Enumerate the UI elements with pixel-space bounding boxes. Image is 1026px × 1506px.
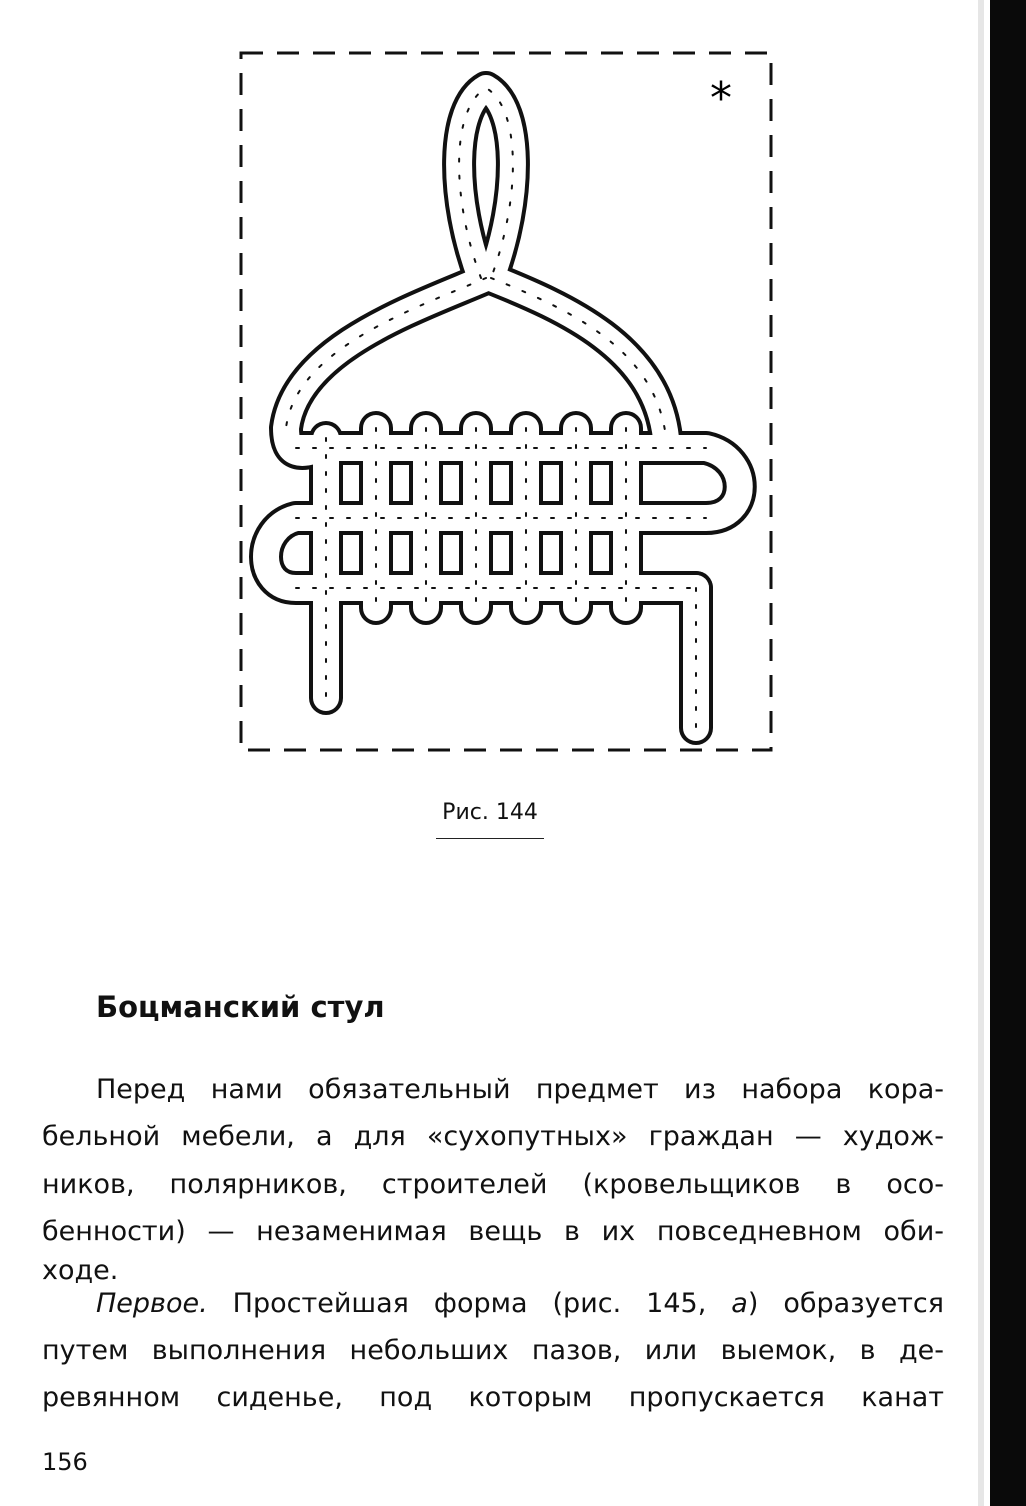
figure-caption: Рис. 144 <box>442 800 538 825</box>
caption-underline <box>436 838 544 839</box>
section-heading: Боцманский стул <box>96 990 385 1024</box>
page-number: 156 <box>42 1448 88 1476</box>
paragraph-line: ревянном сиденье, под которым пропускается канат <box>42 1382 944 1413</box>
paragraph-line: ходе. <box>42 1255 119 1286</box>
figure-letter: а <box>731 1288 748 1319</box>
paragraph-line: путем выполнения небольших пазов, или выемок, в де- <box>42 1335 944 1366</box>
paragraph-lead: Первое. <box>96 1288 208 1319</box>
scan-edge <box>990 0 1026 1506</box>
paragraph-line <box>96 1284 944 1324</box>
paragraph-line: ников, полярников, строителей (кровельщиков в осо- <box>42 1169 944 1200</box>
rope-knot-illustration <box>236 48 776 758</box>
paragraph-line: бельной мебели, а для «сухопутных» граждан — худож- <box>42 1121 944 1152</box>
page-gutter-shadow <box>978 0 984 1506</box>
paragraph-text: Простейшая форма (рис. 145, <box>207 1288 732 1319</box>
paragraph-text: ) образуется <box>747 1288 944 1319</box>
asterisk-mark: * <box>710 73 732 124</box>
rope <box>266 88 740 728</box>
paragraph-line: Перед нами обязательный предмет из набора кора- <box>96 1074 944 1105</box>
paragraph-line: бенности) — незаменимая вещь в их повседневном оби- <box>42 1216 944 1247</box>
